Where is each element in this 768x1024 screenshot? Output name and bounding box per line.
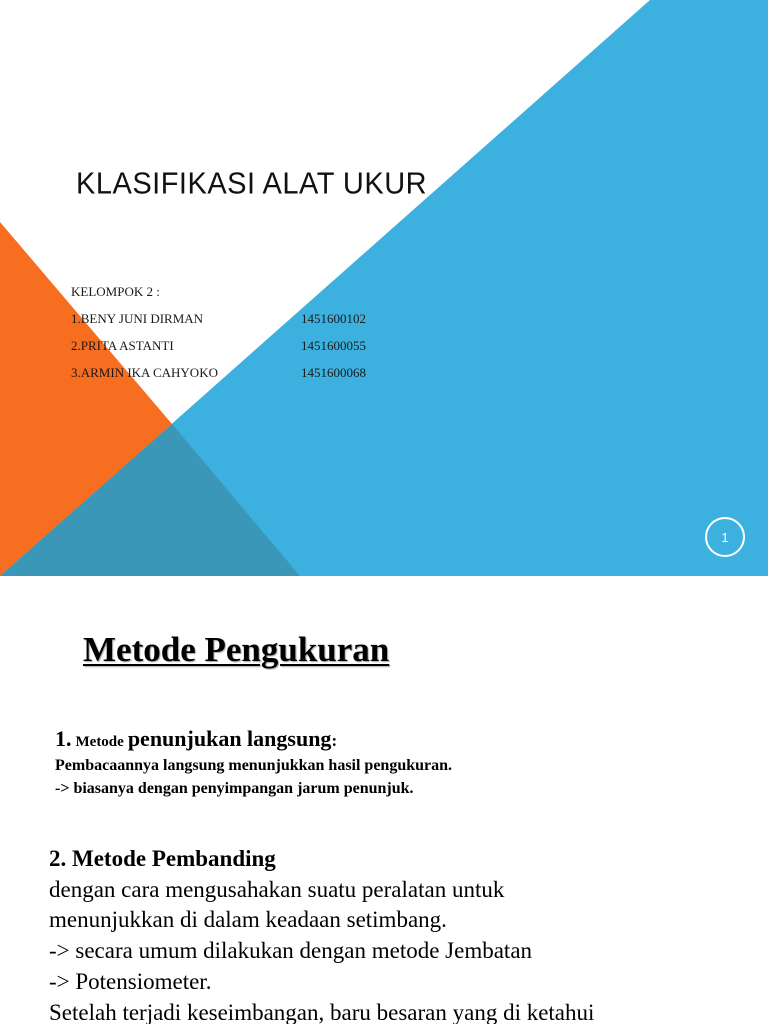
member-nim: 1451600102	[301, 311, 366, 326]
item-2-title: 2. Metode Pembanding	[49, 846, 276, 871]
item-1-small-word: Metode	[75, 734, 124, 750]
section-heading: Metode Pengukuran	[83, 630, 390, 669]
member-nim: 1451600055	[301, 338, 366, 353]
member-name: 2.PRITA ASTANTI	[71, 338, 174, 353]
presentation-title: KLASIFIKASI ALAT UKUR	[76, 167, 428, 201]
member-name: 3.ARMIN IKA CAHYOKO	[71, 365, 218, 380]
item-1-description-line: Pembacaannya langsung menunjukkan hasil pengukuran.	[55, 757, 453, 774]
page-number-badge: 1	[705, 517, 745, 557]
item-2-text-line: menunjukkan di dalam keadaan setimbang.	[49, 907, 447, 932]
item-2-text-line: Setelah terjadi keseimbangan, baru besaran yang di ketahui	[49, 1000, 595, 1024]
item-2-text-line: dengan cara mengusahakan suatu peralatan untuk	[49, 877, 505, 902]
item-2-text-line: -> secara umum dilakukan dengan metode Jembatan	[49, 938, 533, 963]
content-slide	[0, 576, 768, 1024]
member-nim: 1451600068	[301, 365, 366, 380]
item-1-colon: :	[331, 731, 338, 750]
item-1-number: 1.	[55, 726, 72, 751]
item-1-main-title: penunjukan langsung	[127, 726, 332, 751]
group-label: KELOMPOK 2 :	[71, 284, 160, 299]
member-name: 1.BENY JUNI DIRMAN	[71, 311, 204, 326]
item-2-text-line: -> Potensiometer.	[49, 969, 212, 994]
item-1-description-line: -> biasanya dengan penyimpangan jarum penunjuk.	[55, 780, 414, 797]
item-1-title	[55, 726, 337, 752]
